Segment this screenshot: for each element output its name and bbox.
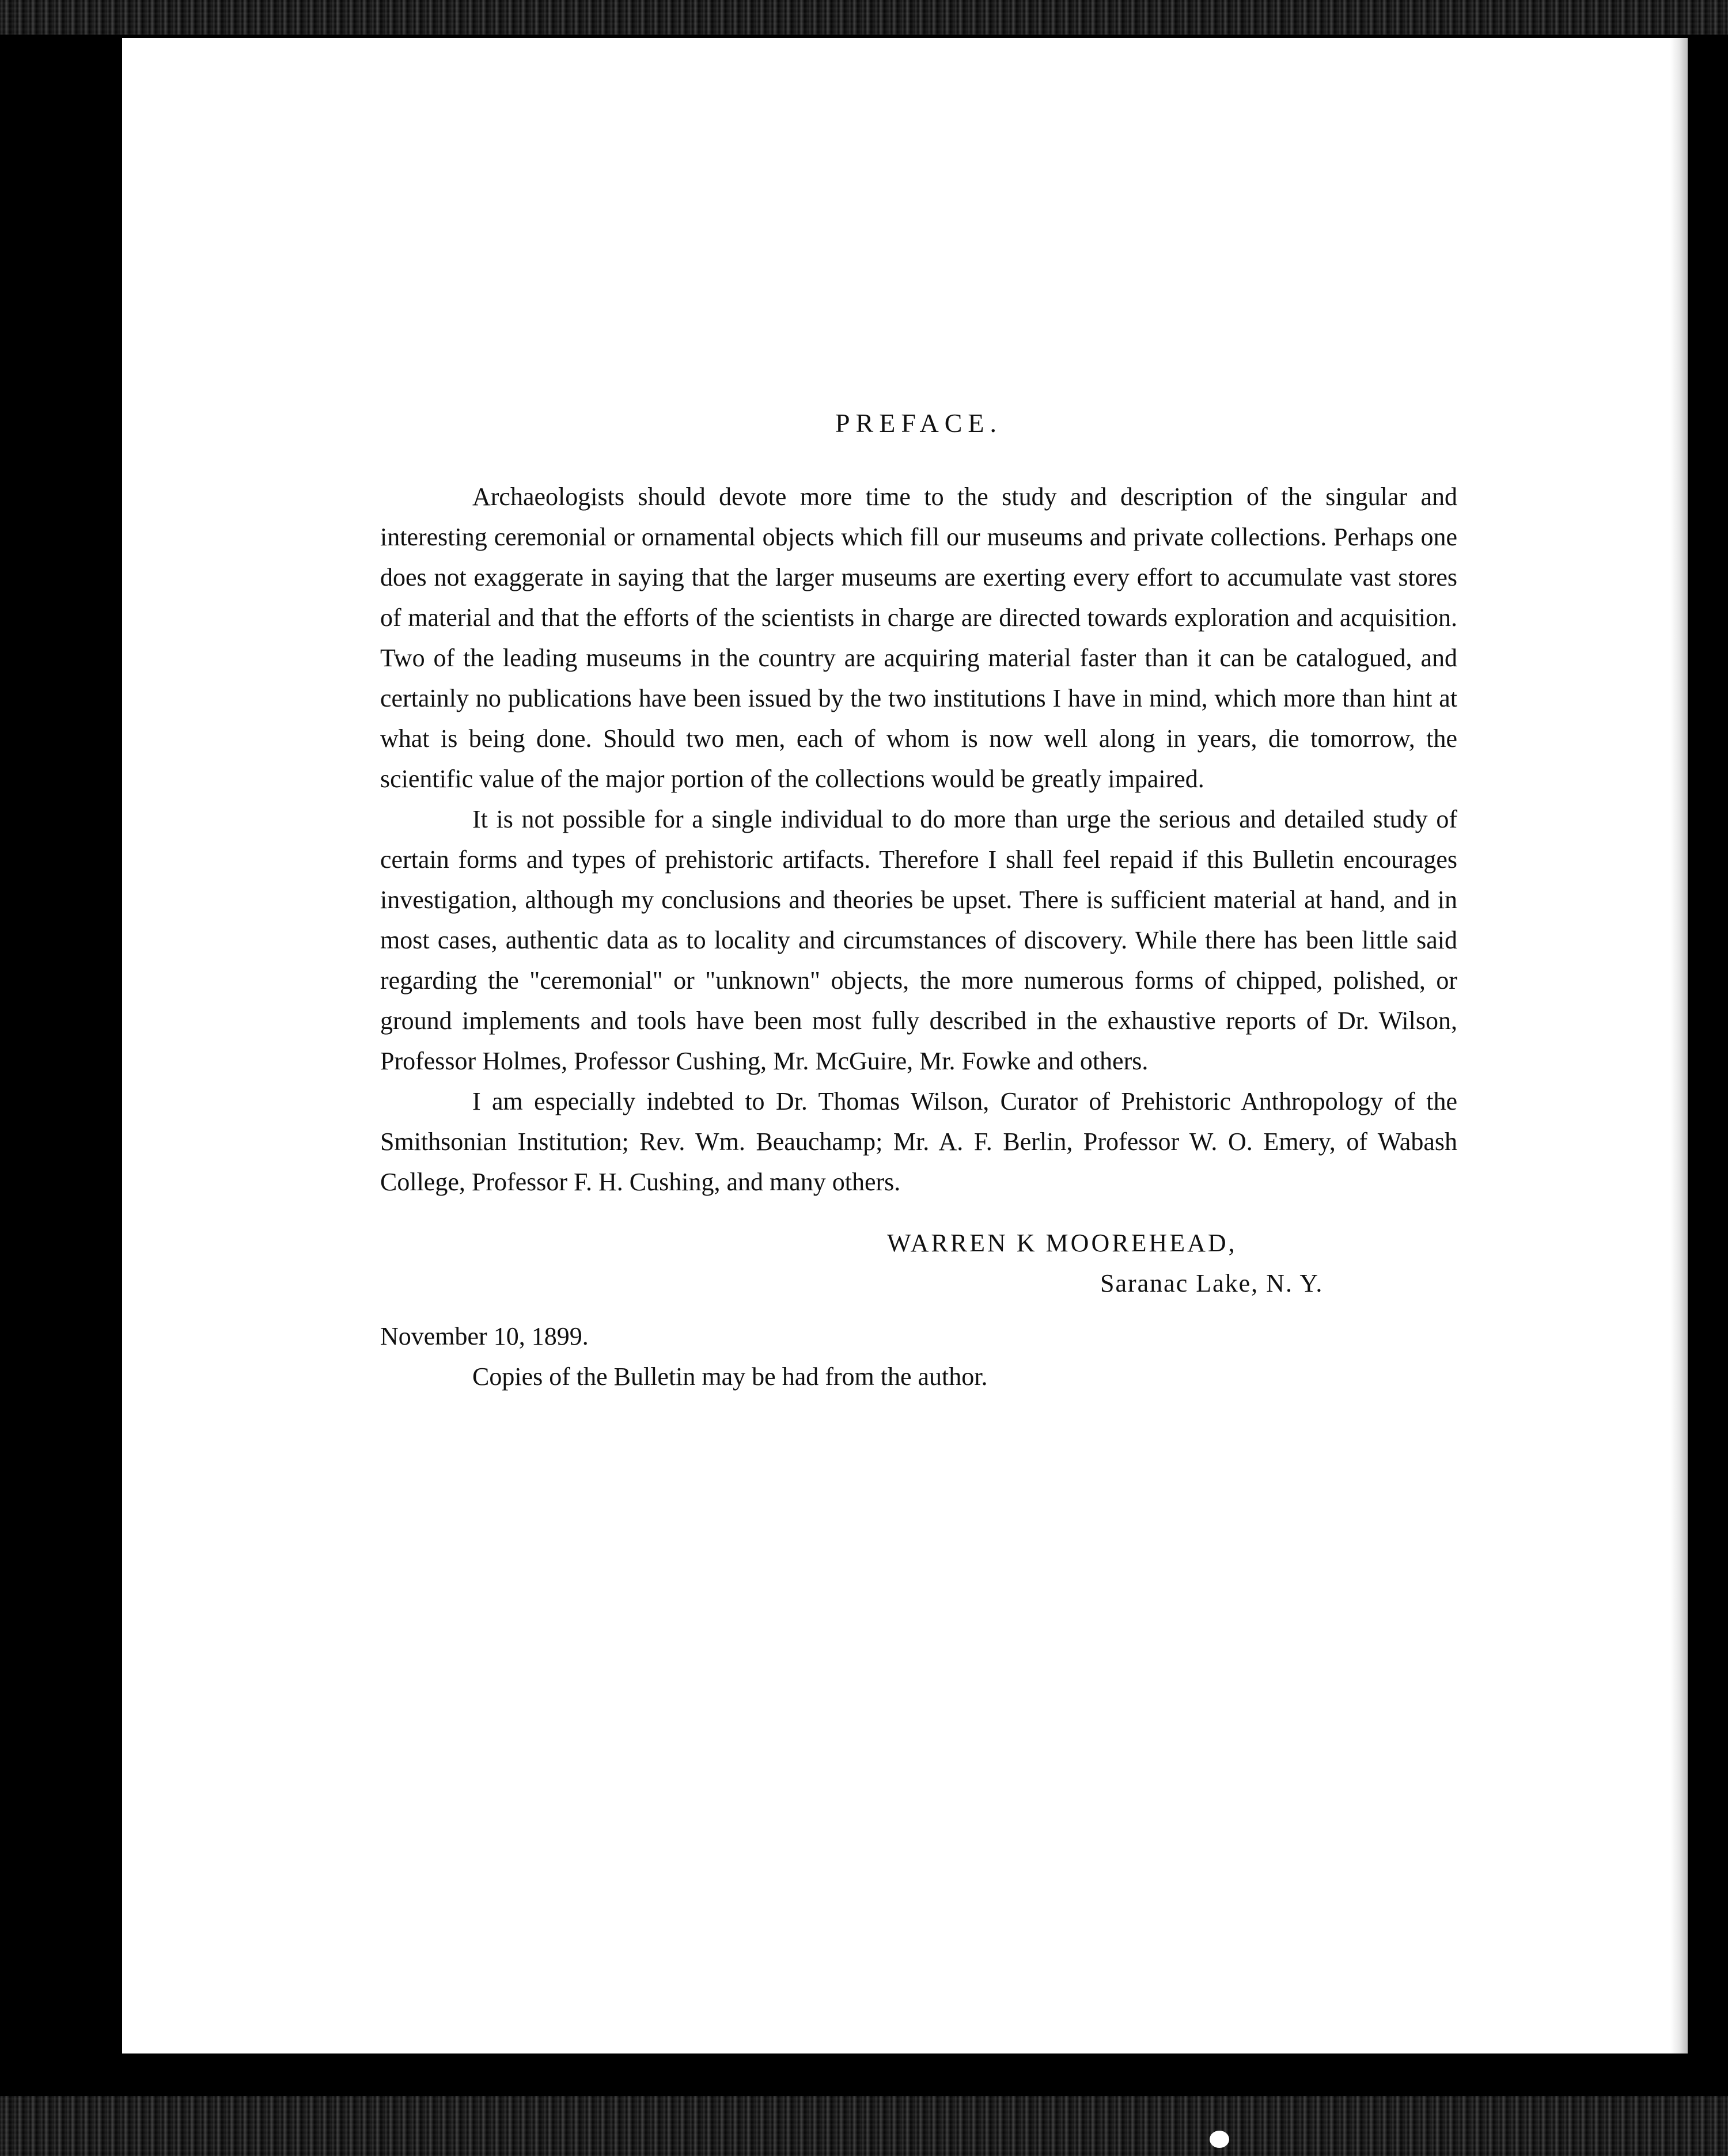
page-edge-shadow [1670,38,1688,2053]
preface-date: November 10, 1899. [380,1322,589,1350]
paragraph-2: It is not possible for a single individual to do more than urge the serious and detailed study of certain forms and types of prehistoric artifacts. Therefore I shall feel repaid if this Bulletin encourages investigation, although my conclusions and theories be upset. There is sufficient material at hand, and in most cases, authentic data as to locality and circumstances of discovery. While there has been little said regarding the "ceremonial" or "unknown" objects, the more numerous forms of chipped, polished, or ground implements and tools have been most fully described in the exhaustive reports of Dr. Wilson, Professor Holmes, Professor Cushing, Mr. McGuire, Mr. Fowke and others. [380,805,1457,1075]
author-signature: WARREN K MOOREHEAD, [887,1229,1237,1257]
availability-note: Copies of the Bulletin may be had from the author. [472,1362,988,1391]
author-location: Saranac Lake, N. Y. [1100,1269,1324,1297]
dust-speck [1210,2131,1229,2148]
preface-text [380,403,1457,1397]
paragraph-3: I am especially indebted to Dr. Thomas Wilson, Curator of Prehistoric Anthropology of the Smithsonian Institution; Rev. Wm. Beauchamp; Mr. A. F. Berlin, Professor W. O. Emery, of Wabash College, Professor F. H. Cushing, and many others. [380,1087,1457,1196]
scan-border-bottom [0,2096,1728,2156]
paragraph-1: Archaeologists should devote more time to the study and description of the singular and interesting ceremonial or ornamental objects which fill our museums and private collections. Perhaps one does not exaggerate in saying that the larger museums are exerting every effort to accumulate vast stores of material and that the efforts of the scientists in charge are directed towards exploration and acquisition. Two of the leading museums in the country are acquiring material faster than it can be catalogued, and certainly no publications have been issued by the two institutions I have in mind, which more than hint at what is being done. Should two men, each of whom is now well along in years, die tomorrow, the scientific value of the major portion of the collections would be greatly impaired. [380,483,1457,793]
scan-border-top [0,0,1728,35]
page-title: PREFACE. [835,408,1003,438]
